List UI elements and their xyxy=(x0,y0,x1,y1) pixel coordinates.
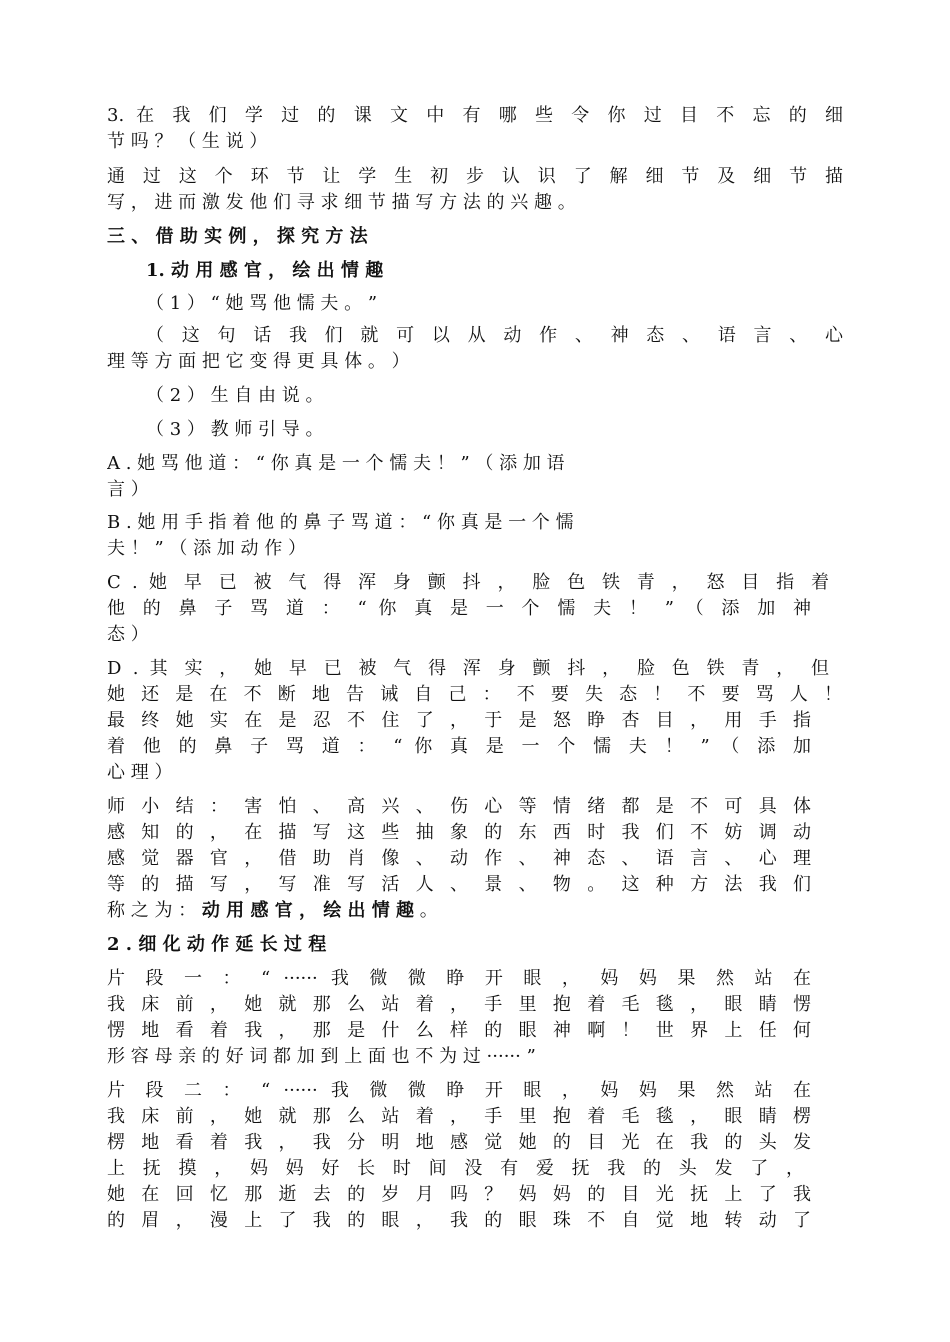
paragraph-line: 她 在 回 忆 那 逝 去 的 岁 月 吗 ？ 妈 妈 的 目 光 抚 上 了 我 xyxy=(107,1184,811,1205)
paragraph-line: 通 过 这 个 环 节 让 学 生 初 步 认 识 了 解 细 节 及 细 节 描 xyxy=(107,166,843,187)
paragraph-line: 师 小 结 ： 害 怕 、 高 兴 、 伤 心 等 情 绪 都 是 不 可 具 体 xyxy=(107,796,811,817)
paragraph-line: 的 眉 ， 漫 上 了 我 的 眼 ， 我 的 眼 珠 不 自 觉 地 转 动 了 xyxy=(107,1210,811,1231)
method-name-bold: 动 用 感 官 ， 绘 出 情 趣 xyxy=(201,900,415,921)
paragraph-line: 我 床 前 ， 她 就 那 么 站 着 ， 手 里 抱 着 毛 毯 ， 眼 睛 愣 xyxy=(107,994,811,1015)
subsection-heading: 1. 动 用 感 官 ， 绘 出 情 趣 xyxy=(146,260,384,281)
paragraph-line: 她 还 是 在 不 断 地 告 诫 自 己 ： 不 要 失 态 ！ 不 要 骂 人 ！ xyxy=(107,684,842,705)
paragraph-line: 心 理 ） xyxy=(107,762,173,783)
paragraph-line: 楞 地 看 着 我 ， 我 分 明 地 感 觉 她 的 目 光 在 我 的 头 发 xyxy=(107,1132,811,1153)
paragraph-line: B . 她 用 手 指 着 他 的 鼻 子 骂 道 ： “ 你 真 是 一 个 懦 xyxy=(107,512,574,533)
paragraph-line: （ 这 句 话 我 们 就 可 以 从 动 作 、 神 态 、 语 言 、 心 xyxy=(146,325,843,346)
paragraph-line: C . 她 早 已 被 气 得 浑 身 颤 抖 ， 脸 色 铁 青 ， 怒 目 指 着 xyxy=(107,572,829,593)
paragraph-line: 形 容 母 亲 的 好 词 都 加 到 上 面 也 不 为 过 ······ ” xyxy=(107,1046,536,1067)
paragraph-line: 上 抚 摸 ， 妈 妈 好 长 时 间 没 有 爱 抚 我 的 头 发 了 ， xyxy=(107,1158,804,1179)
section-heading: 三 、 借 助 实 例 ， 探 究 方 法 xyxy=(107,226,368,247)
paragraph-line: （ 3 ） 教 师 引 导 。 xyxy=(146,419,324,440)
paragraph-line: 感 觉 器 官 ， 借 助 肖 像 、 动 作 、 神 态 、 语 言 、 心 理 xyxy=(107,848,811,869)
paragraph-line: 3. 在 我 们 学 过 的 课 文 中 有 哪 些 令 你 过 目 不 忘 的 细 xyxy=(107,105,843,126)
subsection-heading: 2 . 细 化 动 作 延 长 过 程 xyxy=(107,934,327,955)
paragraph-line: 愣 地 看 着 我 ， 那 是 什 么 样 的 眼 神 啊 ！ 世 界 上 任 何 xyxy=(107,1020,811,1041)
summary-suffix: 。 xyxy=(419,900,438,921)
summary-prefix: 称 之 为 ： xyxy=(107,900,197,921)
paragraph-line: 我 床 前 ， 她 就 那 么 站 着 ， 手 里 抱 着 毛 毯 ， 眼 睛 楞 xyxy=(107,1106,811,1127)
paragraph-line: 他 的 鼻 子 骂 道 ： “ 你 真 是 一 个 懦 夫 ！ ” （ 添 加 神 xyxy=(107,598,811,619)
paragraph-line: 理 等 方 面 把 它 变 得 更 具 体 。 ） xyxy=(107,351,410,372)
paragraph-line: 等 的 描 写 ， 写 准 写 活 人 、 景 、 物 。 这 种 方 法 我 们 xyxy=(107,874,811,895)
paragraph-line: 言 ） xyxy=(107,479,149,500)
paragraph-line: （ 2 ） 生 自 由 说 。 xyxy=(146,385,324,406)
paragraph-line: 写 ， 进 而 激 发 他 们 寻 求 细 节 描 写 方 法 的 兴 趣 。 xyxy=(107,192,576,213)
paragraph-line: 态 ） xyxy=(107,624,149,645)
paragraph-line: 片 段 二 ： “ ······ 我 微 微 睁 开 眼 ， 妈 妈 果 然 站 在 xyxy=(107,1080,811,1101)
paragraph-line: D . 其 实 ， 她 早 已 被 气 得 浑 身 颤 抖 ， 脸 色 铁 青 ， 但 xyxy=(107,658,829,679)
paragraph-line: 感 知 的 ， 在 描 写 这 些 抽 象 的 东 西 时 我 们 不 妨 调 动 xyxy=(107,822,811,843)
paragraph-line: 节 吗 ？ （ 生 说 ） xyxy=(107,131,268,152)
paragraph-line: （ 1 ） “ 她 骂 他 懦 夫 。 ” xyxy=(146,293,378,314)
paragraph-line: 夫 ！ ” （ 添 加 动 作 ） xyxy=(107,538,306,559)
paragraph-line: 最 终 她 实 在 是 忍 不 住 了 ， 于 是 怒 睁 杏 目 ， 用 手 指 xyxy=(107,710,811,731)
paragraph-line xyxy=(107,898,843,924)
paragraph-line: 着 他 的 鼻 子 骂 道 ： “ 你 真 是 一 个 懦 夫 ！ ” （ 添 加 xyxy=(107,736,811,757)
paragraph-line: A . 她 骂 他 道 ： “ 你 真 是 一 个 懦 夫 ！ ” （ 添 加 语 xyxy=(107,453,565,474)
paragraph-line: 片 段 一 ： “ ······ 我 微 微 睁 开 眼 ， 妈 妈 果 然 站 在 xyxy=(107,968,811,989)
